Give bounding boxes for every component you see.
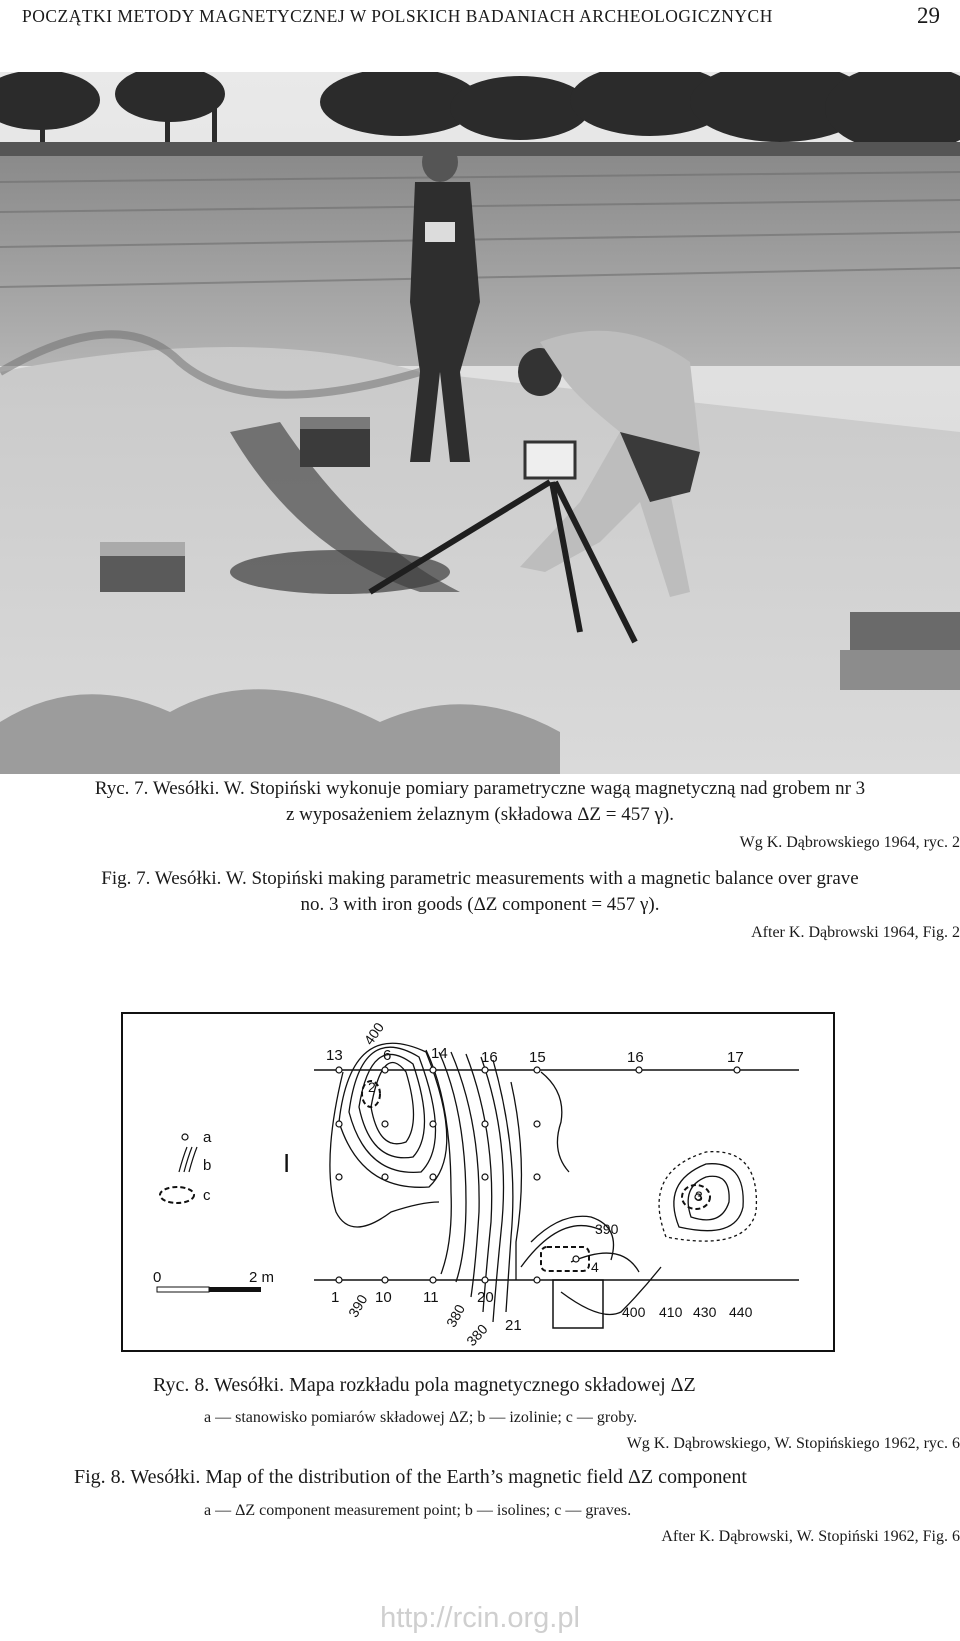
isoline-value: 390 [344, 1291, 371, 1320]
profile-label: I [283, 1148, 291, 1178]
svg-text:0: 0 [153, 1269, 162, 1286]
grave-number: 3 [695, 1188, 703, 1204]
isoline-value: 400 [360, 1019, 388, 1048]
point-label-bottom: 10 [375, 1289, 392, 1306]
running-title: POCZĄTKI METODY MAGNETYCZNEJ W POLSKICH BADANIACH ARCHEOLOGICZNYCH [22, 6, 773, 26]
point-label-top: 17 [727, 1049, 744, 1066]
svg-text:b: b [203, 1157, 212, 1174]
running-header [22, 4, 940, 32]
magnetic-field-map [121, 1012, 835, 1352]
svg-text:c: c [203, 1187, 211, 1204]
point-label-top: 16 [627, 1049, 644, 1066]
fig8-pl-legend: a — stanowisko pomiarów składowej ΔZ; b — izolinie; c — groby. [204, 1409, 638, 1426]
fig8-pl-source: Wg K. Dąbrowskiego, W. Stopińskiego 1962, ryc. 6 [626, 1435, 960, 1452]
fig7-en-source: After K. Dąbrowski 1964, Fig. 2 [751, 924, 960, 941]
fig7-en-caption-line1: Fig. 7. Wesółki. W. Stopiński making parametric measurements with a magnetic balance over grave [101, 868, 859, 889]
tree-line [0, 72, 960, 162]
fig8-pl-caption: Ryc. 8. Wesółki. Mapa rozkładu pola magnetycznego składowej ΔZ [153, 1374, 696, 1396]
fig8-en-legend: a — ΔZ component measurement point; b — isolines; c — graves. [204, 1502, 632, 1519]
point-label-bottom: 20 [477, 1289, 494, 1306]
point-label-bottom: 11 [423, 1289, 439, 1306]
isoline-value: 430 [693, 1304, 717, 1320]
isoline-value: 380 [463, 1320, 491, 1349]
grave-number: 2 [368, 1079, 376, 1095]
fig7-pl-caption-line2: z wyposażeniem żelaznym (składowa ΔZ = 457 γ). [286, 804, 674, 825]
grave-number: 4 [591, 1259, 599, 1275]
watermark-url: http://rcin.org.pl [380, 1602, 580, 1634]
point-label-top: 15 [529, 1049, 546, 1066]
point-label-top: 13 [326, 1047, 343, 1064]
fig8-en-source: After K. Dąbrowski, W. Stopiński 1962, Fig. 6 [661, 1528, 960, 1545]
fig8-en-caption: Fig. 8. Wesółki. Map of the distribution of the Earth’s magnetic field ΔZ component [74, 1466, 747, 1488]
isoline-value: 400 [622, 1304, 646, 1320]
fig7-pl-source: Wg K. Dąbrowskiego 1964, ryc. 2 [739, 834, 960, 851]
isoline-value: 380 [442, 1301, 469, 1330]
point-label-top: 14 [431, 1045, 448, 1062]
point-label-bottom: 21 [505, 1317, 522, 1334]
isoline-value: 410 [659, 1304, 683, 1320]
isoline-value: 390 [595, 1221, 619, 1237]
page-number: 29 [917, 3, 940, 28]
point-label-top: 6 [383, 1047, 392, 1064]
field-survey-photo [0, 72, 960, 774]
point-label-top: 16 [481, 1049, 498, 1066]
fig7-en-caption-line2: no. 3 with iron goods (ΔZ component = 457 γ). [300, 894, 660, 915]
svg-text:2 m: 2 m [249, 1269, 275, 1286]
svg-text:a: a [203, 1129, 212, 1146]
isoline-value: 440 [729, 1304, 753, 1320]
point-label-bottom: 1 [331, 1289, 340, 1306]
fig7-pl-caption-line1: Ryc. 7. Wesółki. W. Stopiński wykonuje pomiary parametryczne wagą magnetyczną nad grobem nr 3 [94, 778, 866, 799]
